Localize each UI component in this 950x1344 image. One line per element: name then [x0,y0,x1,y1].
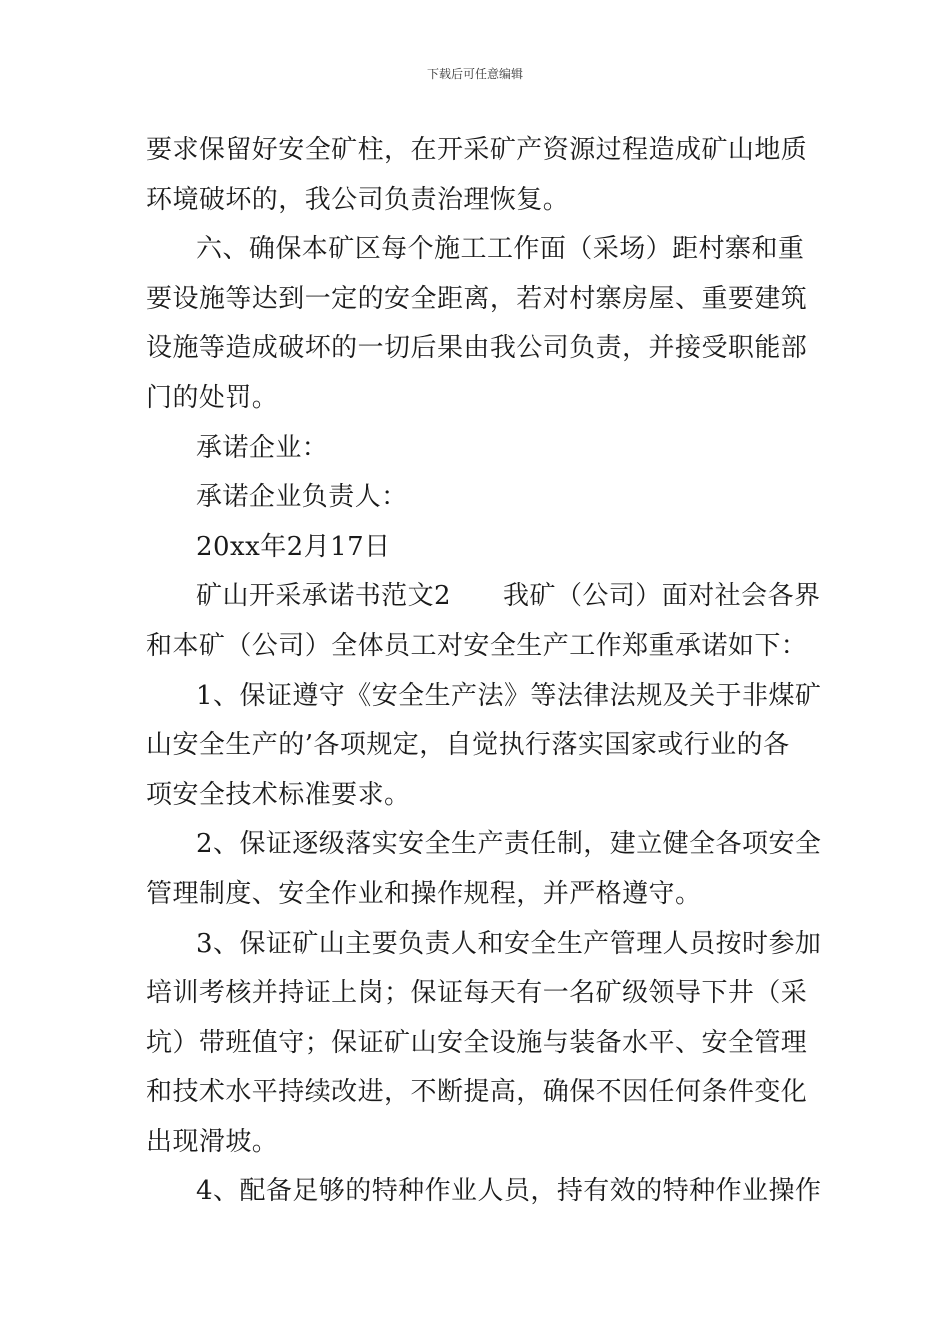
text-line: 出现滑坡。 [146,1126,279,1157]
signature-company-label: 承诺企业： [196,432,329,463]
text-line: 要求保留好安全矿柱，在开采矿产资源过程造成矿山地质 [146,135,808,165]
section-intro-text: 我矿（公司）面对社会各界 [503,581,821,612]
text-line: 环境破坏的，我公司负责治理恢复。 [146,184,570,215]
text-line: 山安全生产的’各项规定，自觉执行落实国家或行业的各 [146,730,790,761]
text-line: 管理制度、安全作业和操作规程，并严格遵守。 [146,878,702,909]
signature-person-label: 承诺企业负责人： [196,482,408,513]
text-line: 要设施等达到一定的安全距离，若对村寨房屋、重要建筑 [146,283,808,314]
text-line: 3、保证矿山主要负责人和安全生产管理人员按时参加 [196,928,822,959]
signature-date: 20xx年2月17日 [196,531,391,562]
text-line: 2、保证逐级落实安全生产责任制，建立健全各项安全 [196,829,822,860]
text-line: 门的处罚。 [146,382,279,413]
page-header: 下载后可任意编辑 [426,67,523,81]
text-line: 1、保证遵守《安全生产法》等法律法规及关于非煤矿 [196,680,822,711]
document-body [146,126,822,1217]
text-line: 和本矿（公司）全体员工对安全生产工作郑重承诺如下： [146,630,808,661]
section-title: 矿山开采承诺书范文2 [196,581,452,612]
text-line: 和技术水平持续改进，不断提高，确保不因任何条件变化 [146,1077,808,1108]
text-line: 项安全技术标准要求。 [146,779,411,810]
text-line: 六、确保本矿区每个施工工作面（采场）距村寨和重 [196,234,805,265]
text-line: 培训考核并持证上岗；保证每天有一名矿级领导下井（采 [146,978,808,1009]
text-line: 坑）带班值守；保证矿山安全设施与装备水平、安全管理 [146,1027,808,1058]
text-line: 设施等造成破坏的一切后果由我公司负责，并接受职能部 [146,333,808,364]
section-heading-line [146,572,821,622]
text-line: 4、配备足够的特种作业人员，持有效的特种作业操作 [196,1176,822,1207]
